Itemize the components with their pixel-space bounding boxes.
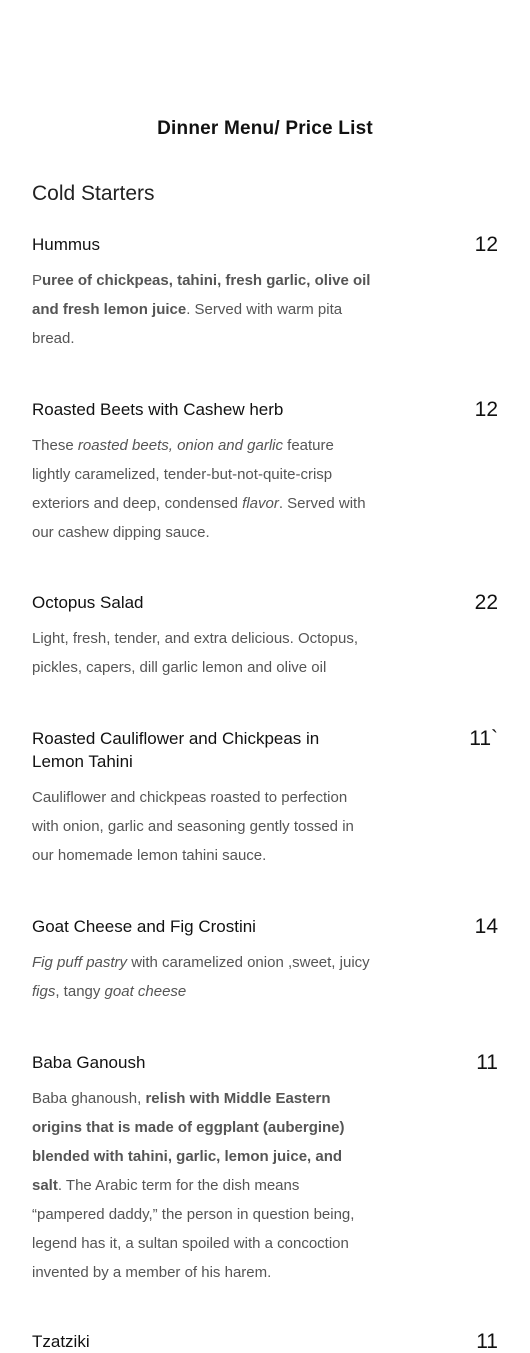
item-description xyxy=(32,431,372,547)
item-name: Baba Ganoush xyxy=(32,1053,146,1072)
item-name: Roasted Beets with Cashew herb xyxy=(32,400,284,419)
description-text: Fig puff pastry xyxy=(32,954,128,971)
description-text: figs xyxy=(32,983,56,1000)
menu-item xyxy=(32,398,498,547)
item-price: 11 xyxy=(476,1330,498,1353)
menu-item xyxy=(32,233,498,353)
item-price: 12 xyxy=(474,398,498,421)
item-name: Roasted Cauliflower and Chickpeas in Lemon Tahini xyxy=(32,729,320,771)
item-price: 11 xyxy=(476,1051,498,1074)
item-name: Tzatziki xyxy=(32,1332,90,1351)
description-text: roasted beets, onion and garlic xyxy=(77,437,283,454)
item-name: Octopus Salad xyxy=(32,593,144,612)
item-name: Goat Cheese and Fig Crostini xyxy=(32,917,256,936)
menu-item xyxy=(32,591,498,682)
menu-item xyxy=(32,915,498,1006)
description-text: Light, fresh, tender, and extra delicious. Octopus, pickles, capers, dill garlic lemon and olive oil xyxy=(32,630,359,676)
item-price: 12 xyxy=(474,233,498,256)
description-text: with caramelized onion ,sweet, juicy xyxy=(127,954,370,971)
item-description xyxy=(32,783,372,870)
description-text: . Served with warm pita bread. xyxy=(32,301,343,347)
description-text: Cauliflower and chickpeas roasted to perfection with onion, garlic and seasoning gently tossed in our homemade lemon tahini sauce. xyxy=(32,789,354,864)
description-text: goat cheese xyxy=(104,983,187,1000)
description-text: flavor xyxy=(242,495,279,512)
description-text: . Served with our cashew dipping sauce. xyxy=(32,495,366,541)
item-description xyxy=(32,948,372,1006)
description-text: . The Arabic term for the dish means “pampered daddy,” the person in question being, legend has it, a sultan spoiled with a concoction invented by a member of his harem. xyxy=(32,1177,355,1281)
menu-item xyxy=(32,727,498,870)
description-text: feature lightly caramelized, tender-but-not-quite-crisp exteriors and deep, condensed xyxy=(32,437,334,512)
description-text: These xyxy=(32,437,78,454)
item-price: 14 xyxy=(474,915,498,938)
description-text: relish with Middle Eastern origins that is made of eggplant (aubergine) blended with tahini, garlic, lemon juice, and salt xyxy=(32,1090,345,1194)
description-text: uree of chickpeas, tahini, fresh garlic, olive oil and fresh lemon juice xyxy=(32,272,371,318)
menu-item xyxy=(32,1330,498,1353)
menu-item xyxy=(32,1051,498,1287)
item-description xyxy=(32,266,372,353)
item-name: Hummus xyxy=(32,235,101,254)
item-price: 22 xyxy=(474,591,498,614)
description-text: P xyxy=(32,272,43,289)
page-title: Dinner Menu/ Price List xyxy=(157,118,373,139)
description-text: , tangy xyxy=(55,983,105,1000)
item-description xyxy=(32,624,372,682)
item-description xyxy=(32,1084,372,1287)
section-title: Cold Starters xyxy=(32,182,155,205)
description-text: Baba ghanoush, xyxy=(32,1090,146,1107)
item-price: 11` xyxy=(469,727,498,750)
